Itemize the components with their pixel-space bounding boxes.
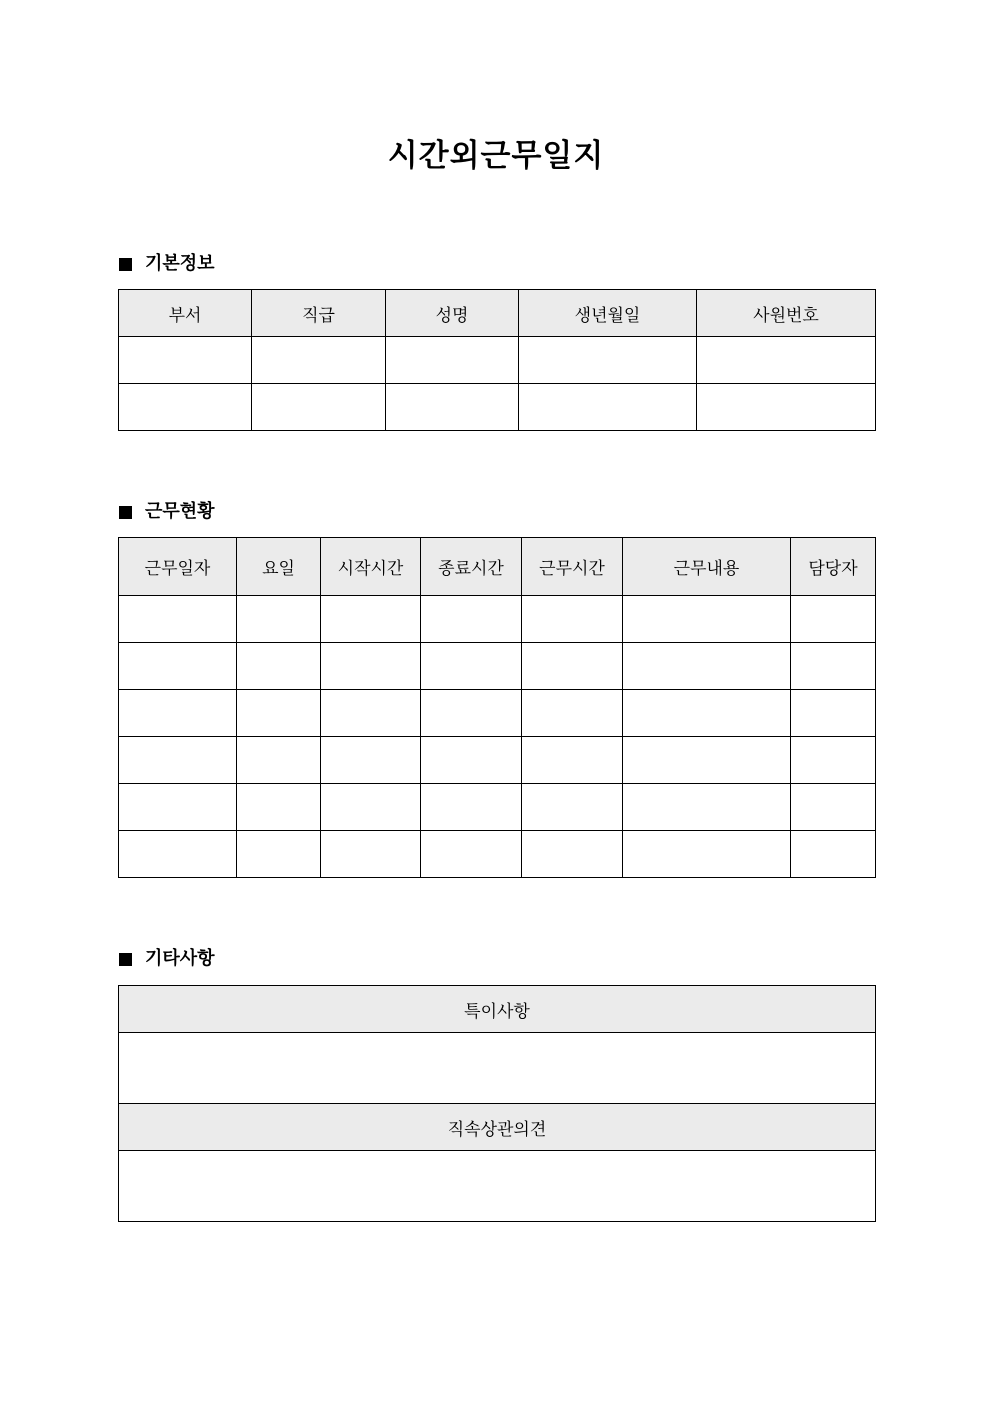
- start-time-cell[interactable]: [321, 831, 421, 878]
- table-row: [119, 784, 876, 831]
- column-header-position: 직급: [252, 290, 386, 337]
- department-cell[interactable]: [119, 337, 252, 384]
- work-date-cell[interactable]: [119, 737, 237, 784]
- table-header-row: [119, 538, 876, 596]
- column-header-person-in-charge: 담당자: [791, 538, 876, 596]
- employee-number-cell[interactable]: [697, 384, 876, 431]
- section-heading-etc-label: 기타사항: [145, 948, 215, 969]
- column-header-end-time: 종료시간: [421, 538, 522, 596]
- work-date-cell[interactable]: [119, 690, 237, 737]
- table-row: [119, 737, 876, 784]
- document-title: 시간외근무일지: [387, 138, 605, 174]
- column-header-work-content: 근무내용: [623, 538, 791, 596]
- work-date-cell[interactable]: [119, 784, 237, 831]
- start-time-cell[interactable]: [321, 784, 421, 831]
- other-notes-table: [118, 985, 876, 1222]
- start-time-cell[interactable]: [321, 596, 421, 643]
- work-hours-cell[interactable]: [522, 643, 623, 690]
- section-heading-work: [119, 499, 215, 525]
- weekday-cell[interactable]: [237, 643, 321, 690]
- table-row: [119, 831, 876, 878]
- supervisor-opinion-cell[interactable]: [119, 1151, 876, 1222]
- employee-number-cell[interactable]: [697, 337, 876, 384]
- work-content-cell[interactable]: [623, 596, 791, 643]
- name-cell[interactable]: [386, 337, 519, 384]
- weekday-cell[interactable]: [237, 831, 321, 878]
- column-header-name: 성명: [386, 290, 519, 337]
- section-heading-etc: [119, 946, 215, 972]
- end-time-cell[interactable]: [421, 643, 522, 690]
- birthdate-cell[interactable]: [519, 337, 697, 384]
- work-hours-cell[interactable]: [522, 690, 623, 737]
- weekday-cell[interactable]: [237, 737, 321, 784]
- table-header-row: [119, 986, 876, 1033]
- work-content-cell[interactable]: [623, 784, 791, 831]
- column-header-start-time: 시작시간: [321, 538, 421, 596]
- work-content-cell[interactable]: [623, 737, 791, 784]
- weekday-cell[interactable]: [237, 690, 321, 737]
- square-bullet-icon: [119, 953, 132, 966]
- person-in-charge-cell[interactable]: [791, 784, 876, 831]
- column-header-department: 부서: [119, 290, 252, 337]
- table-row: [119, 690, 876, 737]
- column-header-weekday: 요일: [237, 538, 321, 596]
- table-header-row: [119, 1104, 876, 1151]
- work-content-cell[interactable]: [623, 831, 791, 878]
- work-hours-cell[interactable]: [522, 784, 623, 831]
- special-notes-cell[interactable]: [119, 1033, 876, 1104]
- person-in-charge-cell[interactable]: [791, 737, 876, 784]
- start-time-cell[interactable]: [321, 643, 421, 690]
- table-row: [119, 337, 876, 384]
- table-row: [119, 1033, 876, 1104]
- person-in-charge-cell[interactable]: [791, 643, 876, 690]
- column-header-work-hours: 근무시간: [522, 538, 623, 596]
- special-notes-header: 특이사항: [119, 986, 876, 1033]
- column-header-birthdate: 생년월일: [519, 290, 697, 337]
- person-in-charge-cell[interactable]: [791, 831, 876, 878]
- end-time-cell[interactable]: [421, 596, 522, 643]
- work-date-cell[interactable]: [119, 831, 237, 878]
- table-row: [119, 384, 876, 431]
- work-date-cell[interactable]: [119, 596, 237, 643]
- square-bullet-icon: [119, 506, 132, 519]
- weekday-cell[interactable]: [237, 596, 321, 643]
- work-content-cell[interactable]: [623, 643, 791, 690]
- position-cell[interactable]: [252, 337, 386, 384]
- table-header-row: [119, 290, 876, 337]
- name-cell[interactable]: [386, 384, 519, 431]
- section-heading-work-label: 근무현황: [145, 501, 215, 522]
- start-time-cell[interactable]: [321, 690, 421, 737]
- end-time-cell[interactable]: [421, 690, 522, 737]
- end-time-cell[interactable]: [421, 737, 522, 784]
- weekday-cell[interactable]: [237, 784, 321, 831]
- work-content-cell[interactable]: [623, 690, 791, 737]
- end-time-cell[interactable]: [421, 831, 522, 878]
- column-header-work-date: 근무일자: [119, 538, 237, 596]
- section-heading-basic-label: 기본정보: [145, 253, 215, 274]
- work-hours-cell[interactable]: [522, 831, 623, 878]
- person-in-charge-cell[interactable]: [791, 690, 876, 737]
- position-cell[interactable]: [252, 384, 386, 431]
- table-row: [119, 1151, 876, 1222]
- table-row: [119, 643, 876, 690]
- basic-info-table: [118, 289, 876, 431]
- end-time-cell[interactable]: [421, 784, 522, 831]
- work-status-table: [118, 537, 876, 878]
- column-header-employee-number: 사원번호: [697, 290, 876, 337]
- department-cell[interactable]: [119, 384, 252, 431]
- square-bullet-icon: [119, 258, 132, 271]
- person-in-charge-cell[interactable]: [791, 596, 876, 643]
- section-heading-basic: [119, 251, 215, 277]
- table-row: [119, 596, 876, 643]
- birthdate-cell[interactable]: [519, 384, 697, 431]
- start-time-cell[interactable]: [321, 737, 421, 784]
- supervisor-opinion-header: 직속상관의견: [119, 1104, 876, 1151]
- work-hours-cell[interactable]: [522, 737, 623, 784]
- work-date-cell[interactable]: [119, 643, 237, 690]
- work-hours-cell[interactable]: [522, 596, 623, 643]
